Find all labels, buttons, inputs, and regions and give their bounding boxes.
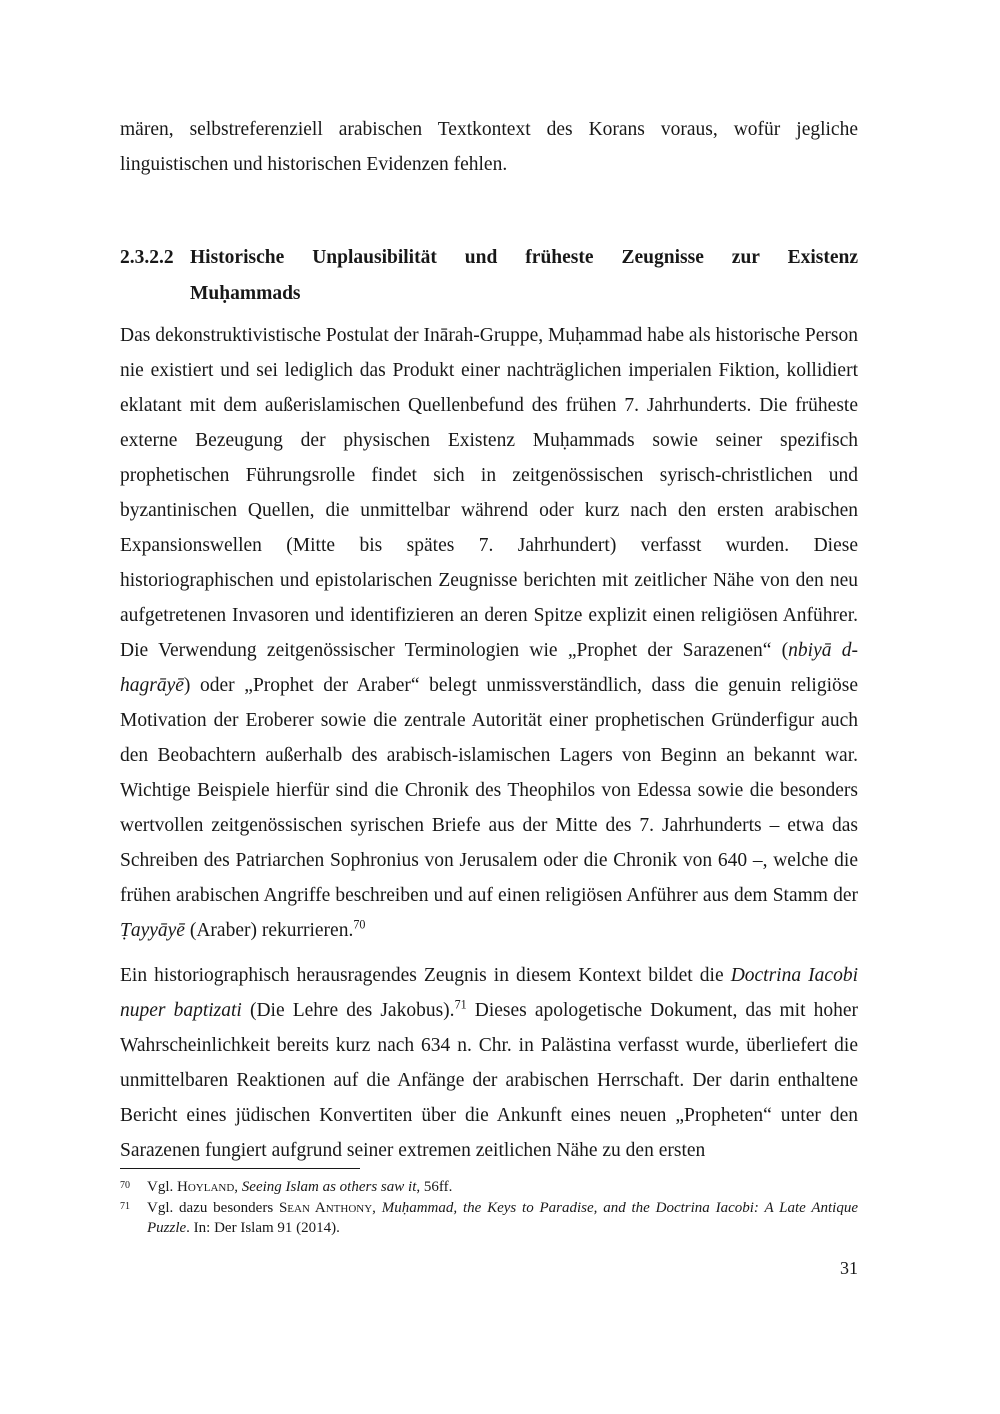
body-paragraph-1: Das dekonstruktivistische Postulat der Inārah-Gruppe, Muḥammad habe als historische Person nie existiert und sei lediglich das Produkt einer nachträglichen imperialen Fiktion, kollidiert eklatant mit dem außerislamischen Quellenbefund des frühen 7. Jahrhunderts. Die früheste externe Bezeugung der physischen Existenz Muḥammads sowie seiner spezifisch prophetischen Führungsrolle findet sich in zeitgenössischen syrisch-christlichen und byzantinischen Quellen, die unmittelbar während oder kurz nach den ersten arabischen Expansionswellen (Mitte bis spätes 7. Jahrhundert) verfasst wurden. Diese historiographischen und epistolarischen Zeugnisse berichten mit zeitlicher Nähe von den neu aufgetretenen Invasoren und identifizieren an deren Spitze explizit einen religiösen Anführer. Die Verwendung zeitgenössischer Terminologien wie „Prophet der Sarazenen“ (nbiyā d-hagrāyē) oder „Prophet der Araber“ belegt unmissverständlich, dass die genuin religiöse Motivation der Eroberer sowie die zentrale Autorität einer prophetischen Gründerfigur auch den Beobachtern außerhalb des arabisch-islamischen Lagers von Beginn an bekannt war. Wichtige Beispiele hierfür sind die Chronik des Theophilos von Edessa sowie die besonders wertvollen zeitgenössischen syrischen Briefe aus der Mitte des 7. Jahrhunderts – etwa das Schreiben des Patriarchen Sophronius von Jerusalem oder die Chronik von 640 –, welche die frühen arabischen Angriffe beschreiben und auf einen religiösen Anführer aus dem Stamm der Ṭayyāyē (Araber) rekurrieren.$^{70}$ [120, 325, 858, 941]
footnote-divider [120, 1168, 360, 1169]
footnote-70-text: Vgl. Hoyland, Seeing Islam as others saw it, 56ff. [147, 1179, 453, 1195]
page-number: 31 [840, 1258, 858, 1278]
section-heading-line1: Historische Unplausibilität und früheste Zeugnisse zur Existenz [190, 247, 858, 268]
page-body [120, 112, 858, 1178]
section-number: 2.3.2.2 [120, 247, 174, 268]
footnote-70-marker: 70 [120, 1180, 130, 1191]
footnote-70 [120, 1177, 858, 1198]
intro-paragraph: mären, selbstreferenziell arabischen Textkontext des Korans voraus, wofür jegliche linguistischen und historischen Evidenzen fehlen. [120, 119, 858, 175]
footnote-71-marker: 71 [120, 1200, 130, 1212]
footnote-71 [120, 1198, 858, 1239]
section-heading-text [190, 240, 858, 312]
section-heading-line2: Muḥammads [190, 283, 301, 304]
body-paragraph-2: Ein historiographisch herausragendes Zeugnis in diesem Kontext bildet die Doctrina Iacobi nuper baptizati (Die Lehre des Jakobus).$^{71}$ Dieses apologetische Dokument, das mit hoher Wahrscheinlichkeit bereits kurz nach 634 n. Chr. in Palästina verfasst wurde, überliefert die unmittelbaren Reaktionen auf die Anfänge der arabischen Herrschaft. Der darin enthaltene Bericht eines jüdischen Konvertiten über die Ankunft eines neuen „Propheten“ unter den Sarazenen fungiert aufgrund seiner extremen zeitlichen Nähe zu den ersten [120, 965, 859, 1161]
footnote-71-text: Vgl. dazu besonders Sean Anthony, Muḥammad, the Keys to Paradise, and the Doctrina Iacobi: A Late Antique Puzzle. In: Der Islam 91 (2014). [147, 1199, 859, 1236]
footnote-section [120, 1168, 858, 1239]
section-heading [120, 240, 858, 312]
